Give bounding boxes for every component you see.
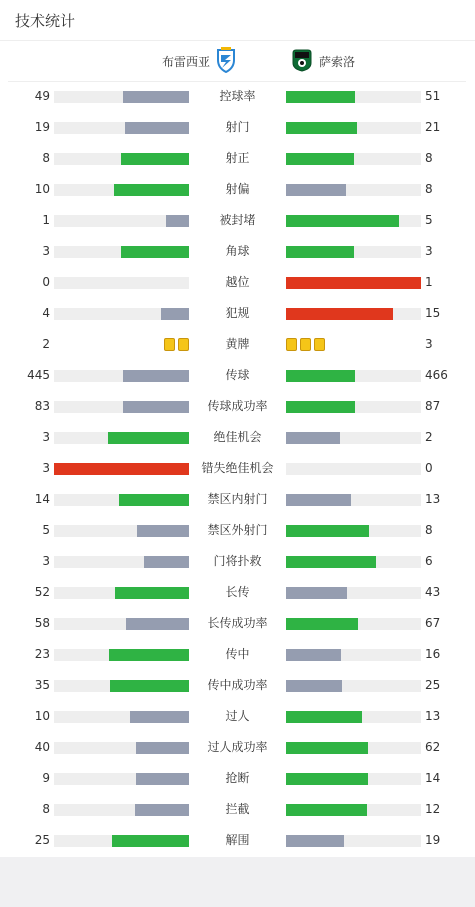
away-value: 21	[425, 120, 441, 134]
away-bar-track	[286, 277, 421, 289]
away-bar-fill	[286, 587, 347, 599]
home-value: 14	[34, 492, 50, 506]
home-bar-fill	[130, 711, 189, 723]
away-value: 466	[425, 368, 448, 382]
home-value: 3	[42, 244, 50, 258]
home-value: 9	[42, 771, 50, 785]
away-bar-fill	[286, 556, 376, 568]
away-value: 1	[425, 275, 433, 289]
away-bar-track	[286, 804, 421, 816]
stat-row	[0, 267, 475, 298]
home-team[interactable]	[162, 41, 237, 81]
home-bar-fill	[126, 618, 189, 630]
away-bar-track	[286, 401, 421, 413]
stat-row	[0, 484, 475, 515]
home-value: 4	[42, 306, 50, 320]
away-value: 8	[425, 151, 433, 165]
away-bar-fill	[286, 432, 340, 444]
home-bar-track	[54, 463, 189, 475]
home-bar-track	[54, 401, 189, 413]
home-value: 52	[34, 585, 50, 599]
home-bar-fill	[115, 587, 189, 599]
yellow-card-icon	[314, 338, 325, 351]
stats-list	[0, 81, 475, 856]
away-team-name: 萨索洛	[319, 54, 356, 69]
away-bar-track	[286, 680, 421, 692]
home-value: 35	[34, 678, 50, 692]
away-value: 15	[425, 306, 441, 320]
home-bar-fill	[121, 246, 189, 258]
home-bar-fill	[125, 122, 189, 134]
away-bar-fill	[286, 122, 357, 134]
yellow-card-icon	[164, 338, 175, 351]
away-bar-fill	[286, 184, 346, 196]
away-bar-fill	[286, 525, 369, 537]
home-bar-track	[54, 618, 189, 630]
home-bar-track	[54, 91, 189, 103]
away-value: 19	[425, 833, 441, 847]
away-bar-track	[286, 587, 421, 599]
home-bar-fill	[136, 742, 189, 754]
home-value: 2	[42, 337, 50, 351]
stat-row	[0, 174, 475, 205]
page-title: 技术统计	[15, 11, 76, 30]
stat-label: 禁区外射门	[207, 523, 268, 537]
away-bar-fill	[286, 308, 393, 320]
away-value: 87	[425, 399, 441, 413]
home-bar-fill	[110, 680, 189, 692]
away-value: 13	[425, 709, 441, 723]
home-value: 10	[34, 182, 50, 196]
home-bar-fill	[112, 835, 189, 847]
home-bar-track	[54, 494, 189, 506]
stat-label: 长传成功率	[207, 616, 268, 630]
stat-row	[0, 236, 475, 267]
home-bar-track	[54, 711, 189, 723]
away-value: 6	[425, 554, 433, 568]
stat-label: 传中	[225, 647, 250, 661]
stat-row	[0, 763, 475, 794]
stat-label: 抢断	[225, 771, 250, 785]
stat-row	[0, 205, 475, 236]
stat-label: 射门	[225, 120, 250, 134]
stat-row	[0, 329, 475, 360]
home-value: 1	[42, 213, 50, 227]
stat-label: 被封堵	[219, 213, 256, 227]
home-value: 58	[34, 616, 50, 630]
home-bar-fill	[123, 401, 189, 413]
home-cards	[164, 338, 189, 351]
away-bar-track	[286, 246, 421, 258]
stat-label: 传球成功率	[207, 399, 268, 413]
home-bar-track	[54, 649, 189, 661]
home-team-logo-icon	[215, 47, 237, 76]
home-value: 3	[42, 554, 50, 568]
away-value: 25	[425, 678, 441, 692]
away-bar-track	[286, 432, 421, 444]
away-bar-fill	[286, 711, 362, 723]
stat-label: 禁区内射门	[207, 492, 268, 506]
stat-row	[0, 794, 475, 825]
stat-label: 黄牌	[225, 337, 250, 351]
away-bar-fill	[286, 370, 355, 382]
home-bar-track	[54, 773, 189, 785]
home-team-name: 布雷西亚	[161, 54, 210, 69]
home-value: 49	[34, 89, 50, 103]
stat-label: 错失绝佳机会	[201, 461, 274, 475]
away-value: 0	[425, 461, 433, 475]
stat-label: 解围	[225, 833, 250, 847]
away-bar-track	[286, 556, 421, 568]
home-bar-track	[54, 556, 189, 568]
away-value: 5	[425, 213, 433, 227]
home-value: 10	[34, 709, 50, 723]
stat-row	[0, 639, 475, 670]
away-bar-track	[286, 835, 421, 847]
away-bar-track	[286, 525, 421, 537]
stat-label: 传中成功率	[207, 678, 268, 692]
stat-row	[0, 825, 475, 856]
stat-label: 长传	[225, 585, 250, 599]
home-bar-track	[54, 184, 189, 196]
home-bar-fill	[161, 308, 189, 320]
stat-row	[0, 546, 475, 577]
home-bar-fill	[54, 463, 189, 475]
yellow-card-icon	[286, 338, 297, 351]
away-value: 43	[425, 585, 441, 599]
home-bar-track	[54, 680, 189, 692]
home-value: 3	[42, 461, 50, 475]
stat-row	[0, 360, 475, 391]
home-bar-fill	[121, 153, 189, 165]
away-value: 8	[425, 523, 433, 537]
away-bar-fill	[286, 773, 368, 785]
home-bar-track	[54, 277, 189, 289]
away-bar-track	[286, 618, 421, 630]
home-value: 23	[34, 647, 50, 661]
home-value: 3	[42, 430, 50, 444]
home-value: 25	[34, 833, 50, 847]
stat-row	[0, 732, 475, 763]
away-team-logo-icon	[290, 48, 314, 75]
stat-label: 犯规	[225, 306, 250, 320]
home-bar-fill	[123, 370, 189, 382]
stat-label: 过人成功率	[207, 740, 268, 754]
away-bar-track	[286, 370, 421, 382]
away-bar-track	[286, 773, 421, 785]
home-bar-track	[54, 525, 189, 537]
away-bar-track	[286, 308, 421, 320]
stat-row	[0, 608, 475, 639]
away-bar-fill	[286, 618, 358, 630]
away-team[interactable]	[290, 41, 355, 81]
away-bar-track	[286, 153, 421, 165]
away-bar-fill	[286, 649, 341, 661]
home-bar-track	[54, 742, 189, 754]
away-bar-track	[286, 463, 421, 475]
home-bar-track	[54, 370, 189, 382]
home-bar-track	[54, 432, 189, 444]
away-bar-fill	[286, 91, 355, 103]
stat-row	[0, 143, 475, 174]
yellow-card-icon	[178, 338, 189, 351]
home-bar-track	[54, 835, 189, 847]
home-bar-fill	[137, 525, 189, 537]
stat-row	[0, 701, 475, 732]
home-bar-fill	[135, 804, 189, 816]
away-value: 16	[425, 647, 441, 661]
home-bar-fill	[136, 773, 189, 785]
stat-label: 绝佳机会	[213, 430, 262, 444]
home-bar-fill	[119, 494, 189, 506]
away-value: 8	[425, 182, 433, 196]
home-value: 0	[42, 275, 50, 289]
home-value: 8	[42, 151, 50, 165]
away-bar-track	[286, 215, 421, 227]
away-value: 51	[425, 89, 441, 103]
away-bar-track	[286, 184, 421, 196]
home-value: 83	[34, 399, 50, 413]
home-bar-fill	[114, 184, 189, 196]
stat-label: 门将扑救	[213, 554, 262, 568]
stat-row	[0, 670, 475, 701]
home-bar-track	[54, 587, 189, 599]
away-cards	[286, 338, 325, 351]
home-bar-fill	[144, 556, 189, 568]
away-value: 67	[425, 616, 441, 630]
away-bar-fill	[286, 153, 354, 165]
home-bar-track	[54, 215, 189, 227]
away-bar-fill	[286, 277, 421, 289]
away-value: 3	[425, 337, 433, 351]
away-bar-fill	[286, 246, 354, 258]
home-bar-track	[54, 246, 189, 258]
stat-row	[0, 112, 475, 143]
title-bar	[0, 0, 475, 41]
away-bar-fill	[286, 835, 344, 847]
home-bar-fill	[109, 649, 189, 661]
away-bar-track	[286, 494, 421, 506]
away-value: 14	[425, 771, 441, 785]
away-bar-fill	[286, 804, 367, 816]
stat-label: 过人	[225, 709, 250, 723]
stat-row	[0, 422, 475, 453]
home-bar-track	[54, 153, 189, 165]
stat-row	[0, 391, 475, 422]
stat-label: 传球	[225, 368, 250, 382]
stat-row	[0, 298, 475, 329]
away-bar-fill	[286, 680, 342, 692]
away-value: 3	[425, 244, 433, 258]
stat-label: 射偏	[225, 182, 250, 196]
team-header	[8, 41, 466, 82]
away-bar-track	[286, 122, 421, 134]
away-bar-fill	[286, 401, 355, 413]
stat-row	[0, 515, 475, 546]
away-value: 12	[425, 802, 441, 816]
yellow-card-icon	[300, 338, 311, 351]
stat-row	[0, 453, 475, 484]
home-value: 19	[34, 120, 50, 134]
away-value: 13	[425, 492, 441, 506]
away-bar-track	[286, 711, 421, 723]
stat-label: 拦截	[225, 802, 250, 816]
away-bar-track	[286, 649, 421, 661]
home-bar-track	[54, 308, 189, 320]
stat-row	[0, 577, 475, 608]
home-bar-track	[54, 122, 189, 134]
away-value: 2	[425, 430, 433, 444]
home-bar-fill	[108, 432, 189, 444]
away-bar-track	[286, 742, 421, 754]
home-bar-fill	[166, 215, 189, 227]
home-value: 8	[42, 802, 50, 816]
away-bar-fill	[286, 215, 399, 227]
home-value: 445	[27, 368, 50, 382]
away-value: 62	[425, 740, 441, 754]
home-bar-track	[54, 804, 189, 816]
stat-row	[0, 81, 475, 112]
home-value: 40	[34, 740, 50, 754]
stat-label: 角球	[225, 244, 250, 258]
stat-label: 射正	[225, 151, 250, 165]
stat-label: 控球率	[219, 89, 256, 103]
away-bar-fill	[286, 494, 351, 506]
away-bar-fill	[286, 742, 368, 754]
home-value: 5	[42, 523, 50, 537]
away-bar-track	[286, 91, 421, 103]
stat-label: 越位	[225, 275, 250, 289]
home-bar-fill	[123, 91, 189, 103]
